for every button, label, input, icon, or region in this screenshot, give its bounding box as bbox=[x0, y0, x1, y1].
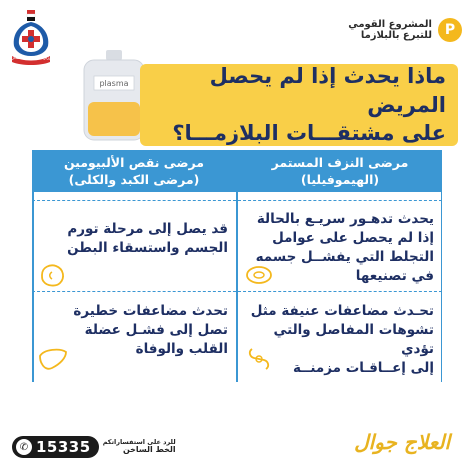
liver-icon bbox=[38, 346, 68, 372]
cell-line: تشوهات المفاصل والتي تؤدي bbox=[273, 321, 434, 357]
hotline-badge[interactable] bbox=[12, 436, 99, 458]
hotline-number: 15335 bbox=[36, 438, 91, 456]
brand-line-1: المشروع القومي bbox=[348, 18, 432, 30]
cell-hemophilia-row-2 bbox=[246, 302, 434, 378]
cell-line: إلى إعــاقـات مزمنــة bbox=[292, 359, 434, 376]
table-border-left bbox=[32, 150, 34, 382]
title-line-2: على مشتقـــات البلازمـــا؟ bbox=[172, 121, 446, 146]
brand bbox=[348, 18, 462, 42]
cell-hemophilia-row-1 bbox=[246, 210, 434, 286]
phone-icon: ✆ bbox=[16, 439, 32, 455]
cell-line: تحدث مضاعفات خطيرة bbox=[73, 303, 228, 319]
cell-line: إذا لم يحصل على عوامل bbox=[272, 229, 434, 246]
column-header-albumin-line-1: مرضى نقص الألبيومين bbox=[63, 154, 205, 170]
ministry-logo-caption: وزارة الصحة والسكان bbox=[10, 56, 52, 61]
title-banner bbox=[140, 64, 458, 146]
column-header-albumin bbox=[32, 150, 236, 192]
row-divider-middle bbox=[32, 291, 442, 292]
cell-line: تحـدث مضاعفات عنيفة مثل bbox=[250, 303, 434, 319]
cell-line: القلب والوفاة bbox=[135, 340, 228, 357]
cell-albumin-row-2 bbox=[40, 302, 228, 359]
hotline-caption bbox=[103, 439, 176, 455]
row-divider-top bbox=[32, 200, 442, 201]
cell-albumin-row-1 bbox=[40, 220, 228, 258]
cell-line: يحدث تدهـور سريـع بالحالة bbox=[256, 211, 434, 227]
hotline-caption-line-2: الخط الساخن bbox=[122, 445, 176, 455]
column-header-hemophilia-line-1: مرضى النزف المستمر bbox=[271, 154, 409, 170]
joint-icon bbox=[244, 346, 274, 372]
kidney-icon bbox=[38, 262, 68, 288]
column-header-albumin-line-2: (مرضى الكبد والكلى) bbox=[68, 172, 200, 187]
plasma-p-icon: P bbox=[438, 18, 462, 42]
cell-line: في تصنيعها bbox=[355, 267, 434, 284]
cell-line: التجلط التي يفشــل جسمه bbox=[255, 248, 434, 265]
column-header-hemophilia bbox=[238, 150, 442, 192]
blood-cell-icon bbox=[244, 262, 274, 288]
hotline[interactable] bbox=[12, 436, 176, 458]
brand-line-2: للتبرع بالبلازما bbox=[360, 30, 432, 41]
plasma-bag-label: plasma bbox=[99, 79, 129, 88]
table-center-divider bbox=[236, 150, 238, 382]
column-header-hemophilia-line-2: (الهيموفيليا) bbox=[300, 172, 380, 187]
table-border-right bbox=[441, 150, 443, 382]
cell-line: قد يصل إلى مرحلة تورم bbox=[67, 221, 228, 237]
cell-line: الجسم واستسقاء البطن bbox=[67, 239, 228, 256]
comparison-table bbox=[32, 150, 442, 382]
signature-logo: العلاج جوال bbox=[354, 430, 450, 454]
hotline-caption-line-1: للرد على استفساراتكم bbox=[102, 438, 176, 447]
cell-line: تصل إلى فشـل عضلة bbox=[84, 321, 228, 338]
title-line-1: ماذا يحدث إذا لم يحصل المريض bbox=[209, 64, 446, 117]
